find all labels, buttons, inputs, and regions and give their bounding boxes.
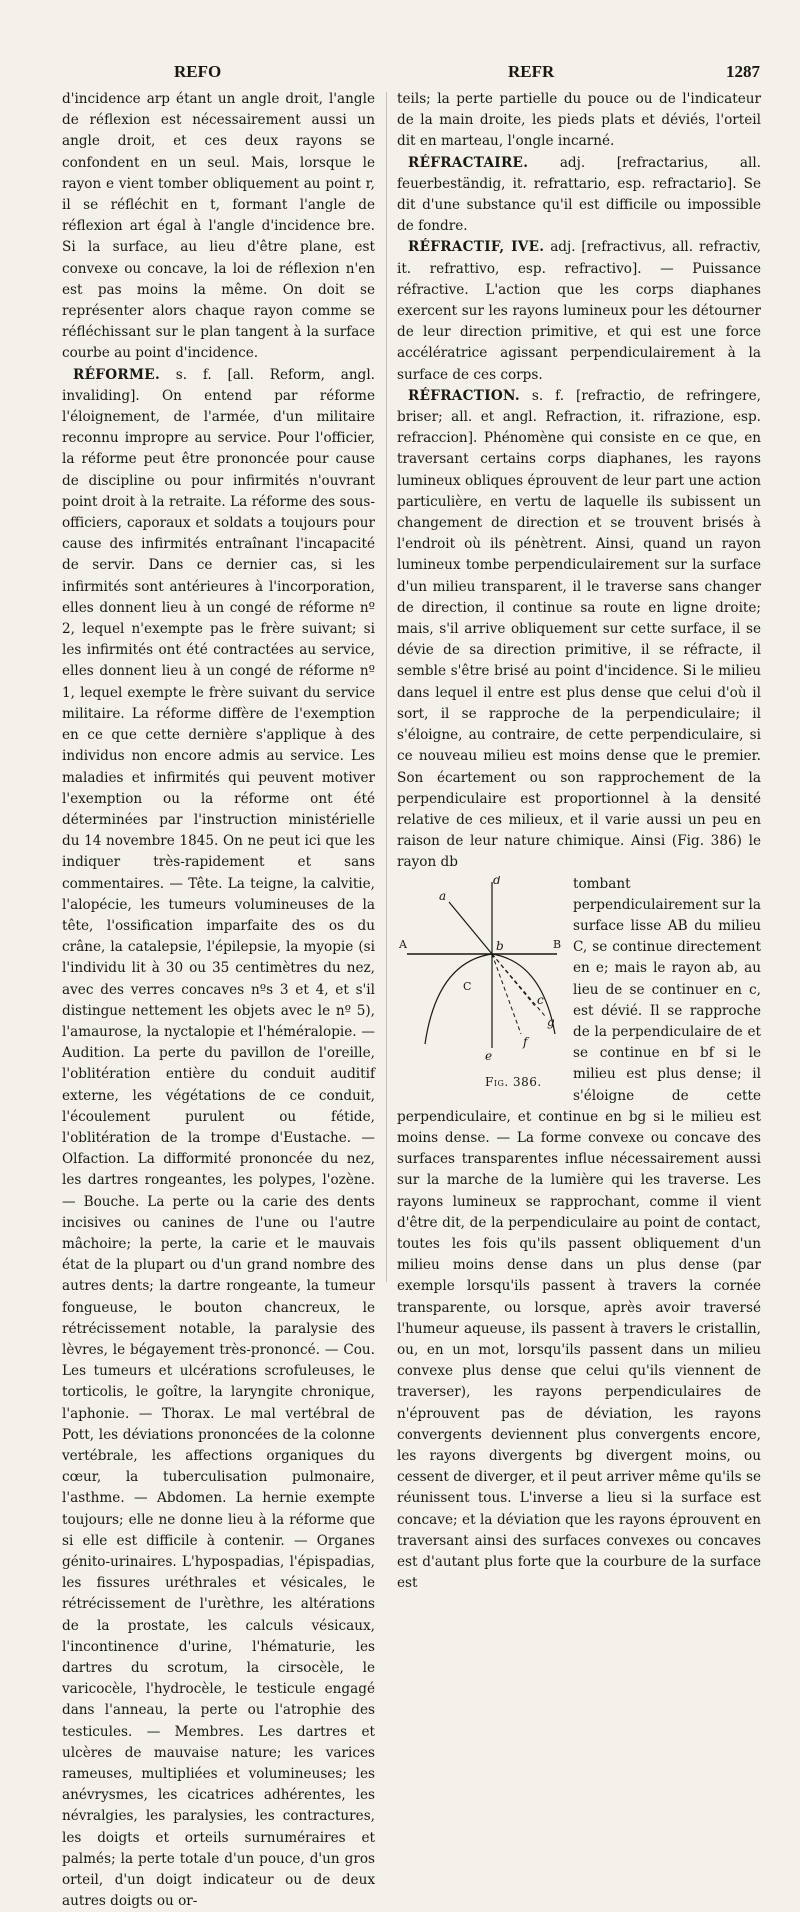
right-column xyxy=(397,89,761,1594)
page-number: 1287 xyxy=(726,62,760,81)
entry-refraction-continued: tombant perpendiculairement sur la surface lisse AB du milieu C, se continue directement en e; mais le rayon ab, au lieu de se continuer en c, est dévié. Il se rapproche de la perpendiculaire de et se continue en bf si le milieu est plus dense; il s'éloigne de cette perpendiculaire, et continue en bg si le milieu est moins dense. — La forme convexe ou concave des surfaces transparentes influe nécessairement aussi sur la marche de la lumière qui les traverse. Les rayons lumineux se rapprochant, comme il vient d'être dit, de la perpendiculaire au point de contact, toutes les fois qu'ils passent obliquement d'un milieu moins dense dans un plus dense (par exemple lorsqu'ils passent à travers la cornée transparente, ou lorsque, après avoir traversé l'humeur aqueuse, ils passent à travers le cristallin, ou, en un mot, lorsqu'ils passent dans un milieu convexe plus dense que celui qu'ils viennent de traverser), les rayons perpendiculaires de n'éprouvent pas de déviation, les rayons convergents deviennent plus convergents encore, les rayons divergents bg divergent moins, ou cessent de diverger, et il peut arriver même qu'ils se réunissent tous. L'inverse a lieu si la surface est concave; et la déviation que les rayons éprouvent en traversant ainsi des surfaces convexes ou concaves est d'autant plus forte que la courbure de la surface est xyxy=(397,875,761,1592)
label-d: d xyxy=(493,875,501,887)
column-divider xyxy=(386,92,387,1282)
entry-refraction xyxy=(397,386,761,874)
entry-refractaire xyxy=(397,153,761,238)
running-head xyxy=(0,62,800,84)
header-middle: REFR xyxy=(508,62,555,81)
label-C: C xyxy=(463,979,472,993)
label-b: b xyxy=(496,938,504,953)
paragraph-reflexion-end: d'incidence arp étant un angle droit, l'angle de réflexion est nécessairement aussi un angle droit, et ces deux rayons se confondent en un seul. Mais, lorsque le rayon e vient tomber obliquement au point r, il se réfléchit en t, formant l'angle de réflexion art égal à l'angle d'incidence bre. Si la surface, au lieu d'être plane, est convexe ou concave, la loi de réflexion n'en est pas moins la même. On doit se représenter alors chaque rayon comme se réfléchissant sur le plan tangent à la surface courbe au point d'incidence. xyxy=(62,91,375,362)
left-column xyxy=(62,89,375,1912)
entry-refractaire-text: adj. [refractarius, all. feuerbeständig, it. refrattario, esp. refractario]. Se dit d'une substance qu'il est difficile ou impossible de fondre. xyxy=(397,154,761,235)
medium-c-curve xyxy=(425,954,555,1044)
label-f: f xyxy=(523,1034,528,1049)
entry-reforme xyxy=(62,365,375,1912)
entry-refractif-text: adj. [refractivus, all. refractiv, it. refrattivo, esp. refractivo]. — Puissance réfractive. L'action que les corps diaphanes exercent sur les rayons lumineux pour les détourner de leur direction primitive, et qui est une force accélératrice agissant perpendiculairement à la surface de ces corps. xyxy=(397,239,761,383)
header-left: REFO xyxy=(174,62,222,81)
entry-refraction-text-a: s. f. [refractio, de refringere, briser; all. et angl. Refraction, it. rifrazione, esp. refraccion]. Phénomène qui consiste en ce que, en traversant certains corps diaphanes, les rayons lumineux obliques éprouvent de leur part une action particulière, en vertu de laquelle ils subissent un changement de direction et se trouvent brisés à l'endroit où ils pénètrent. Ainsi, quand un rayon lumineux tombe perpendiculairement sur la surface d'un milieu transparent, il le traverse sans changer de direction, il continue sa route en ligne droite; mais, s'il arrive obliquement sur cette surface, il se dévie de sa direction primitive, il se réfracte, il semble s'être brisé au point d'incidence. Si le milieu dans lequel il entre est plus dense que celui d'où il sort, il se rapproche de la perpendiculaire; il s'éloigne, au contraire, de cette perpendiculaire, si ce nouveau milieu est moins dense que le premier. Son écartement ou son rapprochement de la perpendiculaire est proportionnel à la densité relative de ces milieux, et il varie aussi un peu en raison de leur nature chimique. Ainsi (Fig. 386) le rayon db xyxy=(397,387,761,871)
incident-ray-ab xyxy=(449,902,492,954)
label-e: e xyxy=(485,1048,493,1063)
label-a: a xyxy=(439,888,447,903)
figure-386 xyxy=(397,876,567,1102)
label-c: c xyxy=(537,992,544,1007)
entry-refractif xyxy=(397,237,761,385)
figure-caption: Fig. 386. xyxy=(485,1074,542,1089)
refracted-ray-bf xyxy=(492,954,521,1034)
label-g: g xyxy=(547,1014,555,1029)
headword-reforme: RÉFORME. xyxy=(73,366,160,383)
headword-refractaire: RÉFRACTAIRE. xyxy=(408,154,529,171)
headword-refractif: RÉFRACTIF, IVE. xyxy=(408,239,545,256)
entry-reforme-text: s. f. [all. Reform, angl. invaliding]. On entend par réforme l'éloignement, de l'armée, d'un militaire reconnu impropre au service. Pour l'officier, la réforme peut être prononcée pour cause de discipline ou pour infirmités n'ouvrant point droit à la retraite. La réforme des sous-officiers, caporaux et soldats a toujours pour cause des infirmités entraînant l'incapacité de servir. Dans ce dernier cas, si les infirmités sont antérieures à l'incorporation, elles donnent lieu à un congé de réforme nº 2, lequel n'exempte pas le frère suivant; si les infirmités ont été contractées au service, elles donnent lieu à un congé de réforme nº 1, lequel exempte le frère suivant du service militaire. La réforme diffère de l'exemption en ce que cette dernière s'applique à des individus non encore admis au service. Les maladies et infirmités qui peuvent motiver l'exemption ou la réforme ont été déterminées par l'instruction ministérielle du 14 novembre 1845. On ne peut ici que les indiquer très-rapidement et sans commentaires. — Tête. La teigne, la calvitie, l'alopécie, les tumeurs volumineuses de la tête, l'ossification imparfaite des os du crâne, la catalepsie, l'épilepsie, la myopie (si l'individu lit à 30 ou 35 centimètres du nez, avec des verres concaves nºs 3 et 4, et s'il distingue nettement les objets avec le nº 5), l'amaurose, la nyctalopie et l'héméralopie. — Audition. La perte du pavillon de l'oreille, l'oblitération entière du conduit auditif externe, les végétations de ce conduit, l'écoulement purulent ou fétide, l'oblitération de la trompe d'Eustache. — Olfaction. La difformité prononcée du nez, les dartres rongeantes, les polypes, l'ozène. — Bouche. La perte ou la carie des dents incisives ou canines de l'une ou l'autre mâchoire; la perte, la carie et le mauvais état de la plupart ou d'un grand nombre des autres dents; la dartre rongeante, la tumeur fongueuse, le bouton chancreux, le rétrécissement notable, la paralysie des lèvres, le bégayement très-prononcé. — Cou. Les tumeurs et ulcérations scrofuleuses, le torticolis, le goître, la laryngite chronique, l'aphonie. — Thorax. Le mal vertébral de Pott, les déviations prononcées de la colonne vertébrale, les affections organiques du cœur, la tuberculisation pulmonaire, l'asthme. — Abdomen. La hernie exempte toujours; elle ne donne lieu à la réforme que si elle est difficile à contenir. — Organes génito-urinaires. L'hypospadias, l'épispadias, les fissures uréthrales et vésicales, le rétrécissement de l'urèthre, les altérations de la prostate, les calculs vésicaux, l'incontinence d'urine, l'hématurie, les dartres du scrotum, la cirsocèle, le varicocèle, l'hydrocèle, le testicule engagé dans l'anneau, la perte ou l'atrophie des testicules. — Membres. Les dartres et ulcères de mauvaise nature; les varices rameuses, multipliées et volumineuses; les anévrysmes, les cicatrices adhérentes, les névralgies, les paralysies, les contractures, les doigts et orteils surnuméraires et palmés; la perte totale d'un pouce, d'un gros orteil, d'un doigt indicateur ou de deux autres doigts ou or- xyxy=(62,366,375,1910)
paragraph-reforme-end: teils; la perte partielle du pouce ou de l'indicateur de la main droite, les pieds plats et déviés, l'orteil dit en marteau, l'ongle incarné. xyxy=(397,91,761,150)
label-A: A xyxy=(399,937,407,951)
refraction-diagram xyxy=(397,876,567,1076)
headword-refraction: RÉFRACTION. xyxy=(408,387,520,404)
label-B: B xyxy=(553,937,562,951)
